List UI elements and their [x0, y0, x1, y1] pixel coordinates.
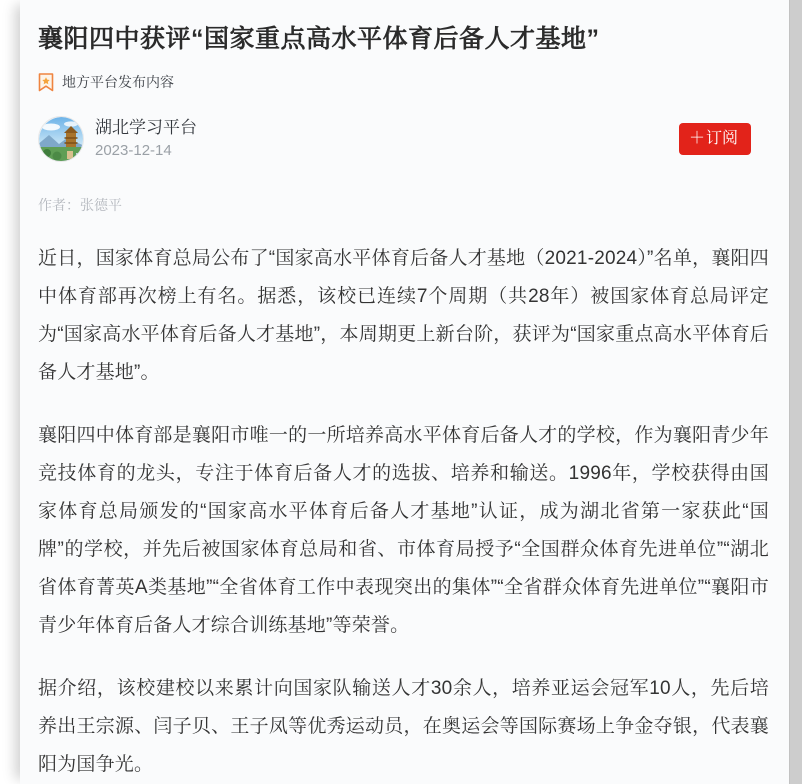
- article-title: 襄阳四中获评“国家重点高水平体育后备人才基地”: [38, 25, 600, 53]
- publisher-meta: [95, 117, 197, 161]
- scrollbar[interactable]: [789, 0, 802, 784]
- article-paragraph: 近日，国家体育总局公布了“国家高水平体育后备人才基地（2021-2024）”名单，襄阳四中体育部再次榜上有名。据悉，该校已连续7个周期（共28年）被国家体育总局评定为“国家高水平体育后备人才基地”，本周期更上新台阶，获评为“国家重点高水平体育后备人才基地”。: [38, 248, 769, 383]
- author-line: 作者：张德平: [38, 197, 122, 213]
- article-paragraph: 据介绍，该校建校以来累计向国家队输送人才30余人，培养亚运会冠军10人，先后培养出王宗源、闫子贝、王子凤等优秀运动员，在奥运会等国际赛场上争金夺银，代表襄阳为国争光。: [38, 678, 769, 775]
- publisher-row: [38, 116, 769, 162]
- bookmark-star-icon: [38, 73, 54, 92]
- article-paragraph: 襄阳四中体育部是襄阳市唯一的一所培养高水平体育后备人才的学校，作为襄阳青少年竞技体育的龙头，专注于体育后备人才的选拔、培养和输送。1996年，学校获得由国家体育总局颁发的“国家高水平体育后备人才基地”认证，成为湖北省第一家获此“国牌”的学校，并先后被国家体育总局和省、市体育局授予“全国群众体育先进单位”“湖北省体育菁英A类基地”“全省体育工作中表现突出的集体”“全省群众体育先进单位”“襄阳市青少年体育后备人才综合训练基地”等荣誉。: [38, 425, 769, 636]
- subscribe-button-label: 订阅: [705, 130, 738, 147]
- publish-date: 2023-12-14: [95, 142, 172, 159]
- article-body: [38, 240, 769, 784]
- plus-icon: ＋: [688, 130, 705, 147]
- subscribe-button[interactable]: [679, 123, 751, 155]
- platform-tag-label: 地方平台发布内容: [62, 74, 174, 90]
- publisher-avatar[interactable]: [38, 116, 84, 162]
- platform-tag: [38, 72, 769, 92]
- article-card: [20, 0, 789, 784]
- publisher-name[interactable]: 湖北学习平台: [95, 118, 197, 137]
